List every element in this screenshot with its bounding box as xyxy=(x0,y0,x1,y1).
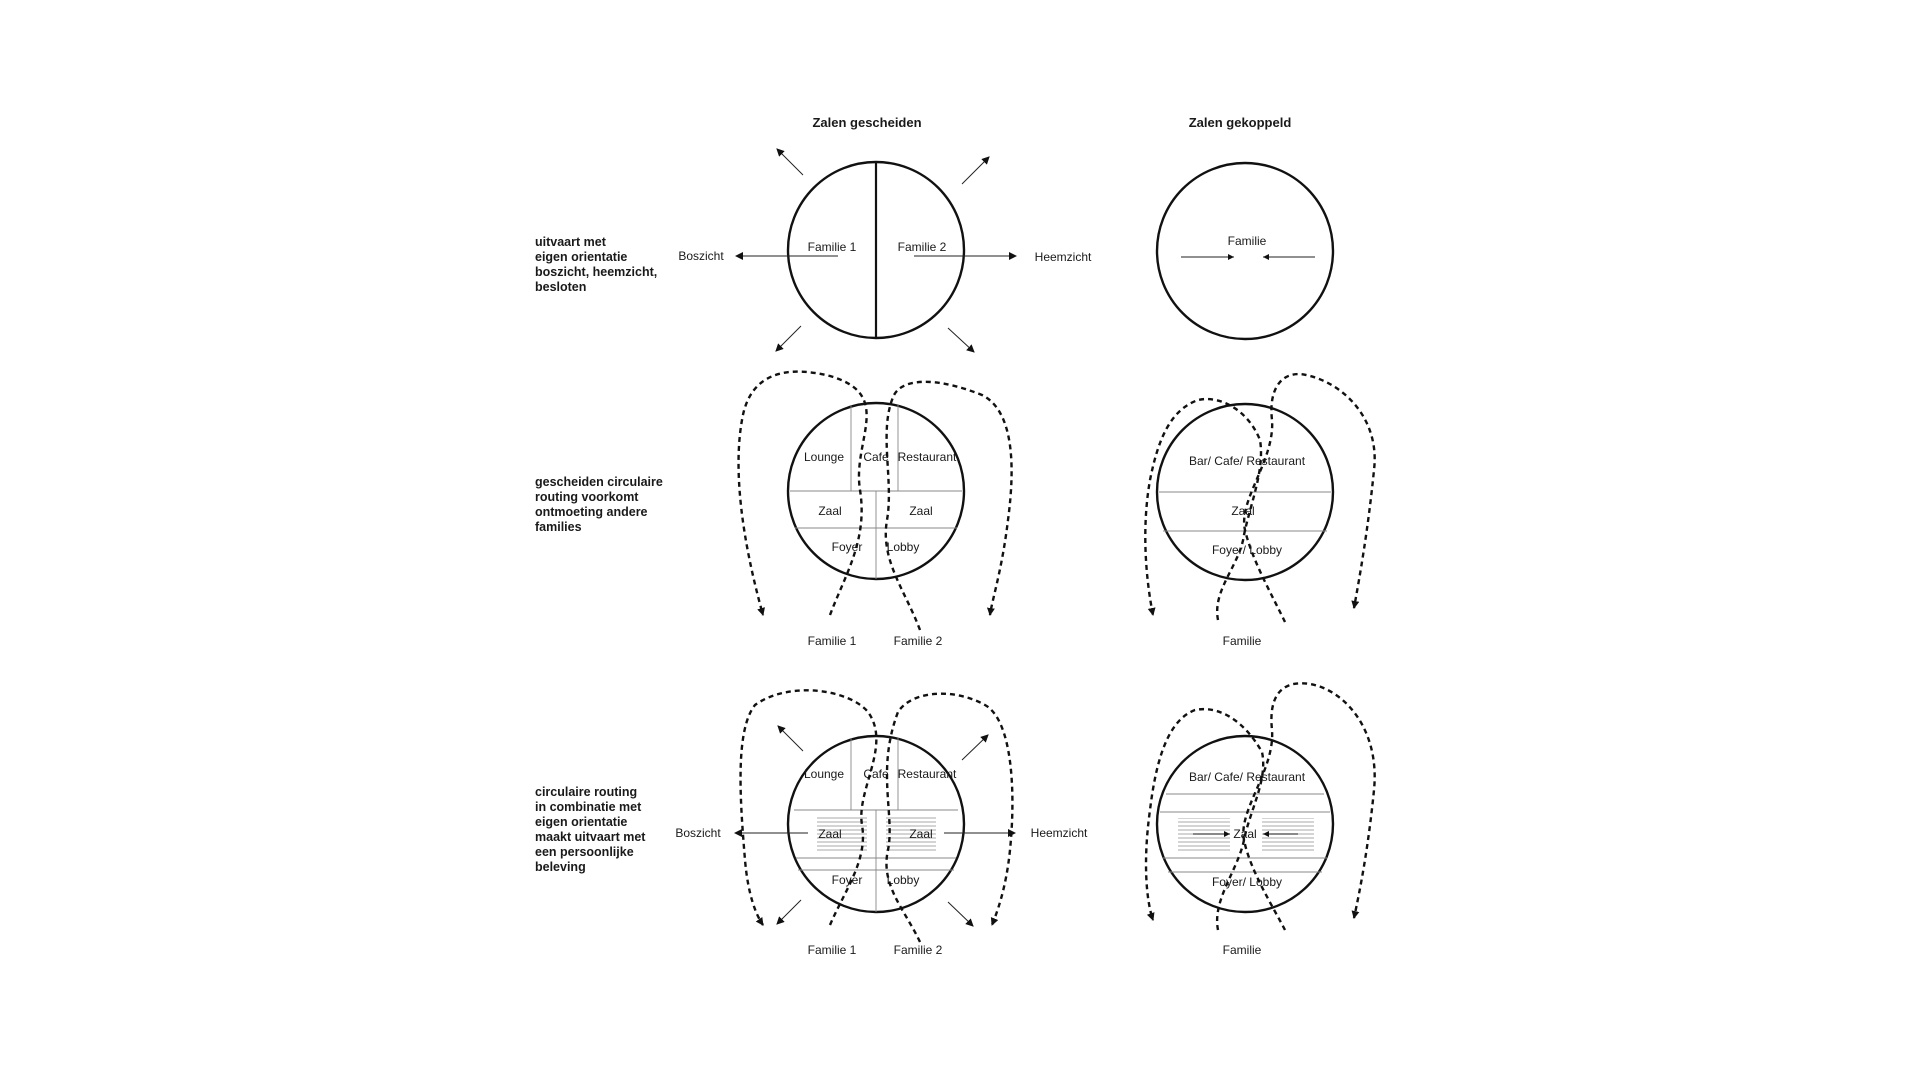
view-arrow-sw xyxy=(777,900,801,924)
label-boszicht: Boszicht xyxy=(675,826,721,840)
diagram-row3-separate xyxy=(675,690,1088,957)
label-boszicht: Boszicht xyxy=(678,249,724,263)
view-arrow-se xyxy=(948,902,973,926)
view-arrow-sw xyxy=(776,326,801,351)
label-zaal: Zaal xyxy=(909,827,933,841)
label-restaurant: Restaurant xyxy=(897,450,957,464)
label-lounge: Lounge xyxy=(803,767,845,781)
label-familie-2: Familie 2 xyxy=(893,943,943,957)
view-arrow-nw xyxy=(777,149,803,175)
label-familie-2: Familie 2 xyxy=(893,634,943,648)
label-zaal: Zaal xyxy=(909,504,933,518)
column-header-right: Zalen gekoppeld xyxy=(1188,115,1292,130)
label-familie: Familie xyxy=(1222,943,1262,957)
label-cafe: Cafe xyxy=(863,767,889,781)
row-note-1: uitvaart met eigen orientatie boszicht, heemzicht, besloten xyxy=(535,235,658,294)
hall-circle xyxy=(1157,163,1333,339)
label-foyer-lobby: Foyer/ Lobby xyxy=(1211,875,1283,889)
diagram-row2-separate xyxy=(739,372,1012,648)
view-arrow-ne xyxy=(962,157,989,184)
route-familie-b xyxy=(1243,683,1374,930)
label-zaal: Zaal xyxy=(818,504,842,518)
label-familie-1: Familie 1 xyxy=(807,634,857,648)
view-arrow-nw xyxy=(778,726,803,751)
seating-hatch-left xyxy=(1178,818,1230,852)
label-cafe: Cafe xyxy=(863,450,889,464)
label-bar-cafe-restaurant: Bar/ Cafe/ Restaurant xyxy=(1188,454,1306,468)
label-familie-1: Familie 1 xyxy=(807,943,857,957)
diagram-row2-coupled xyxy=(1145,374,1374,648)
label-foyer: Foyer xyxy=(831,540,863,554)
label-foyer-lobby: Foyer/ Lobby xyxy=(1211,543,1283,557)
label-lounge: Lounge xyxy=(803,450,845,464)
label-heemzicht: Heemzicht xyxy=(1034,250,1092,264)
label-familie: Familie xyxy=(1227,234,1267,248)
label-familie: Familie xyxy=(1222,634,1262,648)
label-heemzicht: Heemzicht xyxy=(1030,826,1088,840)
row-note-2: gescheiden circulaire routing voorkomt ontmoeting andere families xyxy=(535,475,663,534)
label-restaurant: Restaurant xyxy=(897,767,957,781)
label-familie-2: Familie 2 xyxy=(897,240,947,254)
label-lobby: Lobby xyxy=(886,873,920,887)
label-zaal: Zaal xyxy=(1231,504,1255,518)
diagram-row1-coupled xyxy=(1157,163,1333,339)
view-arrow-se xyxy=(948,328,974,352)
label-zaal: Zaal xyxy=(818,827,842,841)
seating-hatch-right xyxy=(1262,818,1314,852)
row-note-3: circulaire routing in combinatie met eigen orientatie maakt uitvaart met een persoonlijke beleving xyxy=(535,785,646,874)
label-lobby: Lobby xyxy=(886,540,920,554)
view-arrow-ne xyxy=(962,735,988,760)
label-bar-cafe-restaurant: Bar/ Cafe/ Restaurant xyxy=(1188,770,1306,784)
route-familie-1 xyxy=(741,690,877,925)
route-familie-2 xyxy=(886,382,1012,630)
column-header-left: Zalen gescheiden xyxy=(812,115,922,130)
label-zaal: Zaal xyxy=(1233,827,1257,841)
label-familie-1: Familie 1 xyxy=(807,240,857,254)
diagram-row3-coupled xyxy=(1146,683,1375,957)
label-foyer: Foyer xyxy=(831,873,863,887)
route-familie-b xyxy=(1244,374,1375,622)
diagram-row1-separate xyxy=(678,149,1092,352)
